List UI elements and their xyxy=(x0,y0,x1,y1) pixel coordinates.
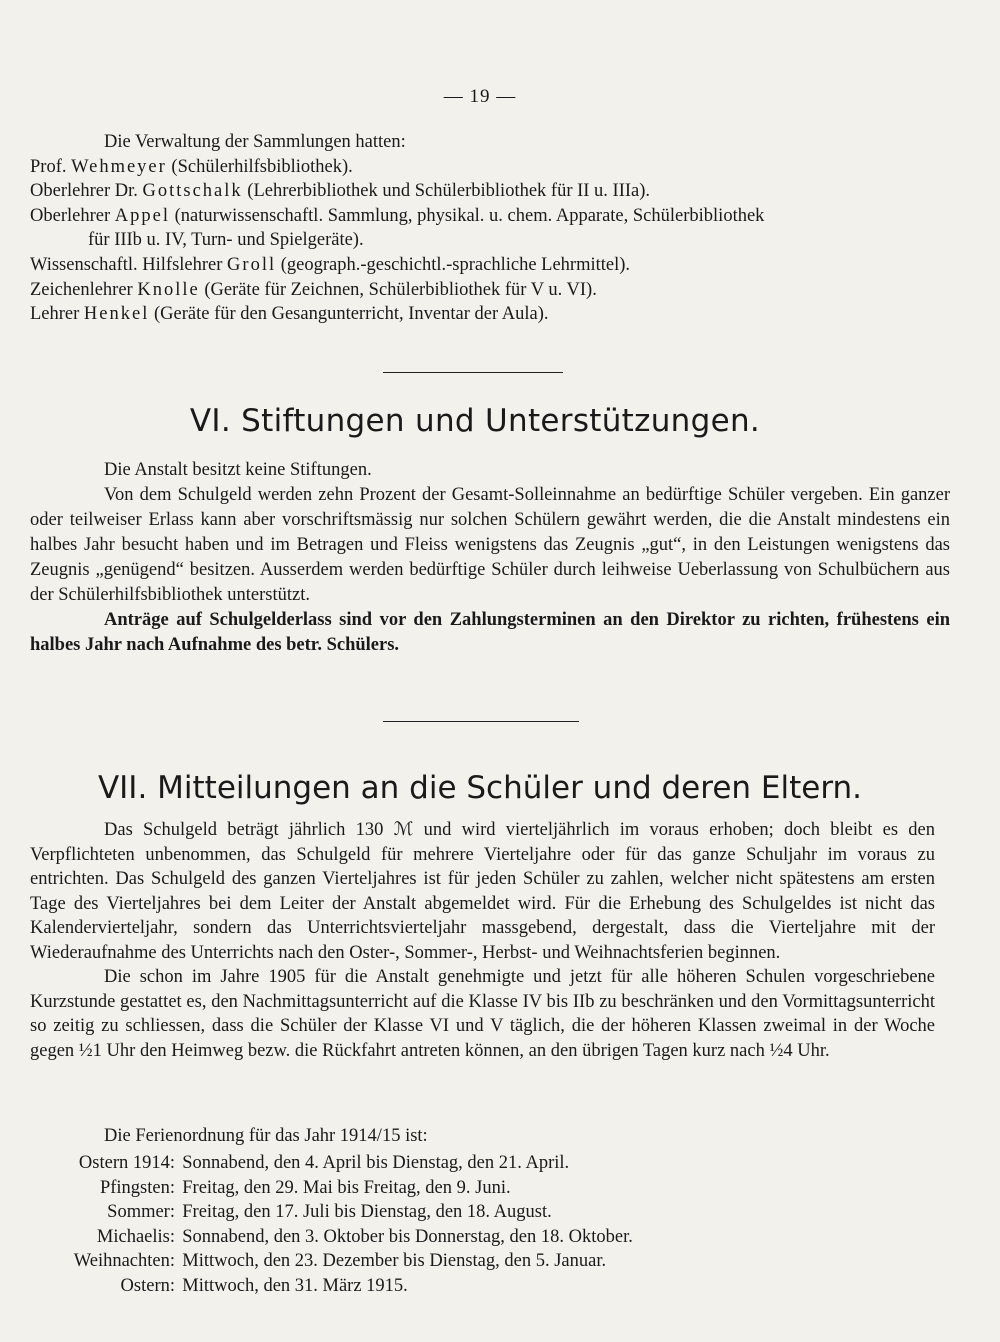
holiday-row: Ostern 1914: Sonnabend, den 4. April bis Dienstag, den 21. April. xyxy=(78,1153,570,1173)
paragraph: Das Schulgeld beträgt jährlich 130 ℳ und wird vierteljährlich im voraus erhoben; doch bleibt es den Verpflichteten unbenommen, das Schulgeld für mehrere Vierteljahre oder für das ganze Schuljahr im voraus zu entrichten. Das Schulgeld des ganzen Vierteljahres ist für jeden Schüler zu zahlen, welcher nicht spätestens am ersten Tage des Vierteljahres bei dem Leiter der Anstalt abgemeldet wird. Für die Erhebung des Schulgeldes ist nicht das Kalendervierteljahr, sondern das Unterrichtsvierteljahr massgebend, dergestalt, dass die Vierteljahre mit der Wiederaufnahme des Unterrichts nach den Oster-, Sommer-, Herbst- und Weihnachtsferien beginnen. xyxy=(30,820,935,963)
collection-entry: Wissenschaftl. Hilfslehrer Groll (geograph.-geschichtl.-sprachliche Lehrmittel). xyxy=(30,254,631,275)
holiday-schedule-intro: Die Ferienordnung für das Jahr 1914/15 ist: xyxy=(104,1126,428,1146)
holiday-row: Pfingsten: Freitag, den 29. Mai bis Freitag, den 9. Juni. xyxy=(99,1177,511,1198)
collection-entry-continuation: für IIIb u. IV, Turn- und Spielgeräte). xyxy=(88,230,364,251)
holiday-schedule xyxy=(30,1151,633,1299)
section-heading-vii: VII. Mitteilungen an die Schüler und deren Eltern. xyxy=(97,770,863,806)
holiday-row: Sommer: Freitag, den 17. Juli bis Dienstag, den 18. August. xyxy=(107,1202,552,1223)
section-vii-body xyxy=(30,818,935,1063)
collection-entry: Lehrer Henkel (Geräte für den Gesangunterricht, Inventar der Aula). xyxy=(30,304,549,325)
bold-notice: Anträge auf Schulgelderlass sind vor den Zahlungsterminen an den Direktor zu richten, frühestens ein halbes Jahr nach Aufnahme des betr. Schülers. xyxy=(30,610,950,655)
section-heading-vi: VI. Stiftungen und Unterstützungen. xyxy=(189,403,761,439)
holiday-row: Ostern: Mittwoch, den 31. März 1915. xyxy=(120,1275,408,1296)
holiday-row: Michaelis: Sonnabend, den 3. Oktober bis Donnerstag, den 18. Oktober. xyxy=(96,1226,633,1247)
collection-entry: Zeichenlehrer Knolle (Geräte für Zeichnen, Schülerbibliothek für V u. VI). xyxy=(30,279,597,300)
section-divider xyxy=(383,372,563,373)
section-vi-body xyxy=(30,458,950,658)
collection-entry: Oberlehrer Dr. Gottschalk (Lehrerbibliothek und Schülerbibliothek für II u. IIIa). xyxy=(30,181,651,202)
page-number: — 19 — xyxy=(443,86,517,107)
holiday-row: Weihnachten: Mittwoch, den 23. Dezember bis Dienstag, den 5. Januar. xyxy=(73,1251,607,1272)
collection-entry: Oberlehrer Appel (naturwissenschaftl. Sammlung, physikal. u. chem. Apparate, Schülerbibliothek xyxy=(30,205,765,226)
paragraph: Die Anstalt besitzt keine Stiftungen. xyxy=(104,460,372,480)
section-divider xyxy=(383,721,579,722)
paragraph: Von dem Schulgeld werden zehn Prozent der Gesamt-Solleinnahme an bedürftige Schüler vergeben. Ein ganzer oder teilweiser Erlass kann aber vorschriftsmässig nur solchen Schülern gewährt werden, die die Anstalt mindestens ein halbes Jahr besucht haben und im Betragen und Fleiss wenigstens das Zeugnis „gut“, in den Leistungen wenigstens das Zeugnis „genügend“ besitzen. Ausserdem werden bedürftige Schüler durch leihweise Ueberlassung von Schulbüchern aus der Schülerhilfsbibliothek unterstützt. xyxy=(30,485,950,605)
paragraph: Die schon im Jahre 1905 für die Anstalt genehmigte und jetzt für alle höheren Schulen vorgeschriebene Kurzstunde gestattet es, den Nachmittagsunterricht auf die Klasse IV bis IIb zu beschränken und den Vormittagsunterricht so zeitig zu schliessen, dass die Schüler der Klasse VI und V täglich, die der höheren Klassen zweimal in der Woche gegen ½1 Uhr den Heimweg bezw. die Rückfahrt antreten können, an den übrigen Tagen kurz nach ½4 Uhr. xyxy=(30,967,935,1061)
collections-intro: Die Verwaltung der Sammlungen hatten: xyxy=(104,132,406,152)
collection-entry: Prof. Wehmeyer (Schülerhilfsbibliothek). xyxy=(30,156,353,177)
collections-list xyxy=(30,130,950,327)
